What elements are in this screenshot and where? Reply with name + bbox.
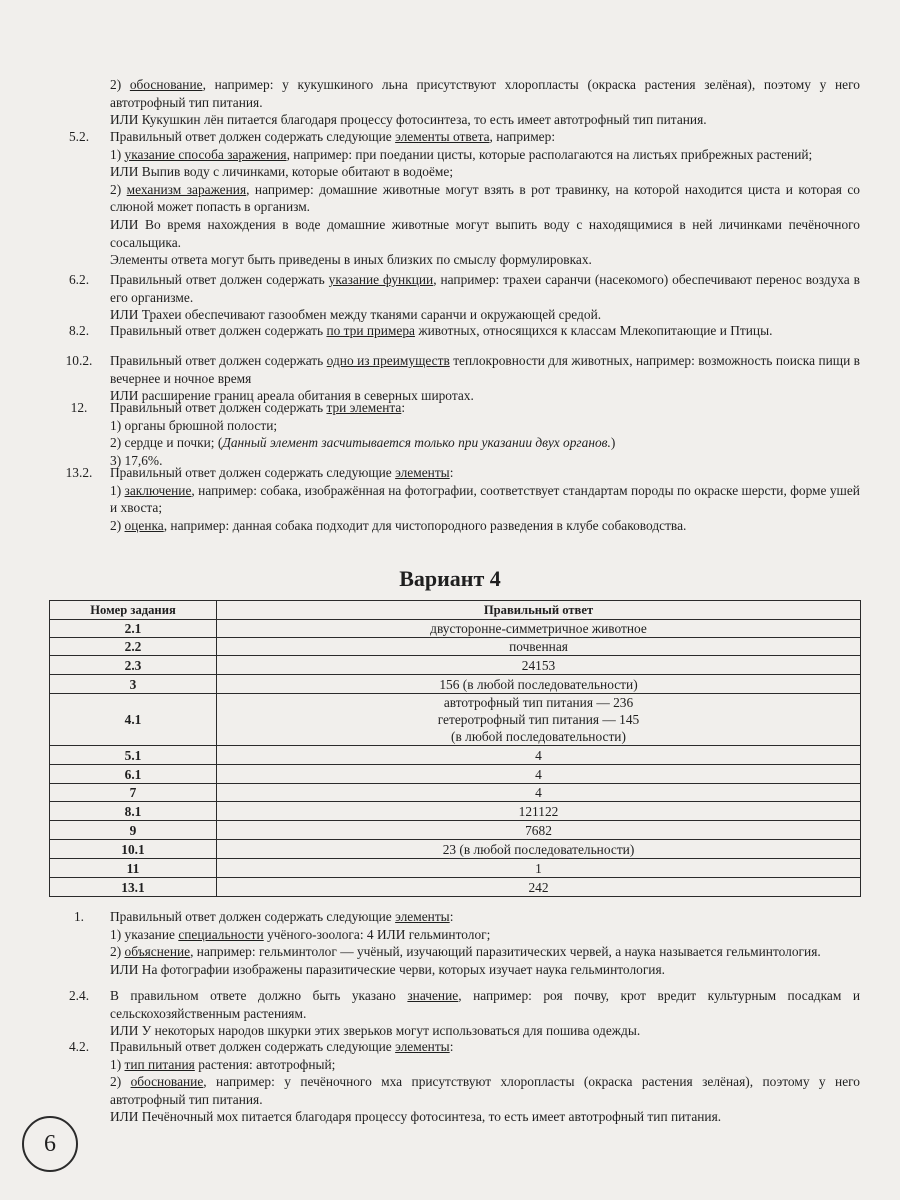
answer-entry — [50, 1038, 860, 1126]
answer-line — [110, 434, 860, 452]
answer-text: (в любой последовательности) — [451, 729, 626, 744]
underlined-term: по три примера — [326, 323, 415, 338]
text-run: : — [449, 465, 454, 480]
text-run: 1) — [110, 482, 125, 498]
table-row — [50, 675, 861, 694]
answer-text: 24153 — [521, 657, 556, 673]
text-run: животных, относящихся к классам Млекопитающие и Птицы. — [414, 323, 773, 338]
text-run: ИЛИ Кукушкин лён питается благодаря процессу фотосинтеза, то есть имеет автотрофный тип питания. — [110, 112, 707, 128]
answer-cell — [217, 859, 861, 878]
text-run: Правильный ответ должен содержать следующие — [110, 129, 396, 144]
table-row — [50, 656, 861, 675]
table-row — [50, 784, 861, 802]
answer-text: 7682 — [525, 822, 552, 838]
answer-line — [110, 943, 860, 961]
variant-heading: Вариант 4 — [399, 566, 501, 591]
answer-line — [110, 111, 860, 129]
underlined-term: элементы — [395, 465, 450, 480]
task-number: 8.2. — [68, 323, 90, 338]
task-number: 6.2. — [68, 272, 90, 287]
underlined-term: указание способа заражения — [124, 146, 287, 162]
task-number-cell: 11 — [50, 859, 217, 878]
answer-text: почвенная — [509, 639, 568, 654]
task-number: 4.2. — [68, 1039, 90, 1054]
answer-text: гетеротрофный тип питания — 145 — [437, 712, 640, 727]
answer-entry — [50, 908, 860, 978]
text-run: ИЛИ Печёночный мох питается благодаря процессу фотосинтеза, то есть имеет автотрофный тип питания. — [110, 1109, 722, 1125]
answer-entry — [50, 987, 860, 1040]
text-run: 2) — [110, 1074, 131, 1090]
answer-line — [110, 146, 860, 164]
answer-line — [110, 1073, 860, 1108]
text-run: : — [449, 909, 454, 924]
text-run: 2) — [110, 517, 125, 533]
answer-line — [110, 128, 860, 146]
task-number: 13.2. — [65, 465, 93, 480]
table-row — [50, 859, 861, 878]
text-run: , например: гельминтолог — учёный, изучающий паразитических червей, а наука называется гельминтология. — [190, 944, 821, 960]
answer-text: 23 (в любой последовательности) — [442, 841, 635, 857]
answer-cell — [217, 638, 861, 656]
answer-text: 4 — [535, 747, 542, 763]
underlined-term: элементы — [395, 909, 450, 924]
task-number: 5.2. — [68, 129, 90, 144]
task-number: 2.4. — [68, 988, 90, 1003]
underlined-term: оценка — [124, 517, 164, 533]
answer-entry — [50, 128, 860, 269]
text-run: Правильный ответ должен содержать — [110, 272, 329, 287]
task-number-cell: 3 — [50, 675, 217, 694]
text-run: 2) — [110, 77, 130, 92]
task-number-cell: 9 — [50, 821, 217, 840]
text-run: 3) 17,6%. — [110, 452, 163, 468]
table-row — [50, 620, 861, 638]
text-run: Правильный ответ должен содержать — [110, 353, 327, 368]
text-run: ИЛИ Во время нахождения в воде домашние животные могут выпить воду с находящимися в ней личинками печёночного сосальщика. — [110, 216, 860, 250]
text-run: , например: — [489, 129, 556, 144]
answer-text: 242 — [528, 879, 549, 895]
task-number-cell: 2.2 — [50, 638, 217, 656]
underlined-term: специальности — [178, 926, 264, 942]
text-run: Правильный ответ должен содержать следующие — [110, 465, 396, 480]
answers-table — [49, 600, 861, 897]
text-run: ИЛИ Выпив воду с личинками, которые обитают в водоёме; — [110, 164, 454, 180]
answer-line — [110, 322, 860, 340]
text-run: ИЛИ расширение границ ареала обитания в северных широтах. — [110, 388, 474, 404]
answer-text: автотрофный тип питания — 236 — [443, 695, 634, 710]
answer-line — [110, 399, 860, 417]
task-number: 1. — [73, 909, 85, 924]
header-correct-answer: Правильный ответ — [217, 601, 861, 620]
answer-line — [110, 1108, 860, 1126]
table-row — [50, 694, 861, 746]
page-number: 6 — [22, 1116, 78, 1172]
text-run: Правильный ответ должен содержать — [110, 400, 327, 415]
task-number-cell: 13.1 — [50, 878, 217, 897]
answer-text: 156 (в любой последовательности) — [439, 676, 638, 692]
table-row — [50, 821, 861, 840]
answer-line — [110, 417, 860, 435]
table-row — [50, 746, 861, 765]
task-number-cell: 7 — [50, 784, 217, 802]
answer-line — [110, 908, 860, 926]
answer-cell — [217, 821, 861, 840]
underlined-term: обоснование — [130, 1074, 204, 1090]
answer-text: 4 — [535, 766, 542, 782]
answer-line — [110, 181, 860, 216]
text-run: Правильный ответ должен содержать следующие — [110, 1039, 396, 1054]
text-run: , например: у печёночного мха присутствуют хлоропласты (окраска растения зелёная), поэтому у него автотрофный тип питания. — [110, 1074, 860, 1107]
answer-cell — [217, 620, 861, 638]
answer-line — [110, 987, 860, 1022]
underlined-term: указание функции — [328, 272, 434, 287]
answer-cell — [217, 840, 861, 859]
answer-entry — [50, 322, 860, 340]
answer-entry — [50, 464, 860, 534]
text-run: 1) — [110, 146, 125, 162]
answer-entry — [50, 399, 860, 469]
answer-cell — [217, 656, 861, 675]
text-run: 1) органы брюшной полости; — [110, 417, 278, 433]
underlined-term: объяснение — [124, 944, 191, 960]
answer-cell — [217, 802, 861, 821]
text-run: 1) — [110, 1056, 125, 1072]
task-number-cell: 10.1 — [50, 840, 217, 859]
task-number-cell: 6.1 — [50, 765, 217, 784]
underlined-term: заключение — [124, 482, 192, 498]
table-row — [50, 802, 861, 821]
text-run: ИЛИ На фотографии изображены паразитические черви, которых изучает наука гельминтология. — [110, 961, 665, 977]
answer-line — [110, 517, 860, 535]
answer-line — [110, 482, 860, 517]
text-run: 1) указание — [110, 926, 179, 942]
answer-text: 4 — [535, 785, 542, 800]
text-run: Правильный ответ должен содержать — [110, 323, 327, 338]
text-run: Правильный ответ должен содержать следующие — [110, 909, 396, 924]
answer-cell — [217, 878, 861, 897]
answer-cell — [217, 765, 861, 784]
table-header-row — [50, 601, 861, 620]
text-run: теплокровности для животных, например: возможность поиска пищи в вечернее и ночное время — [110, 353, 860, 386]
task-number-cell: 2.3 — [50, 656, 217, 675]
underlined-term: механизм заражения — [126, 181, 247, 197]
task-number: 10.2. — [65, 353, 93, 368]
answer-cell — [217, 784, 861, 802]
table-row — [50, 878, 861, 897]
text-run: : — [449, 1039, 454, 1054]
text-run: 2) сердце и почки; ( — [110, 435, 223, 451]
underlined-term: тип питания — [124, 1056, 195, 1072]
answer-line — [110, 961, 860, 979]
answer-line — [110, 251, 860, 269]
text-run: , например: домашние животные могут взять в рот травинку, на которой находится циста и которая со слюной может попасть в организм. — [110, 181, 860, 215]
text-run: ИЛИ Трахеи обеспечивают газообмен между тканями саранчи и окружающей средой. — [110, 307, 602, 323]
answer-line — [110, 1056, 860, 1074]
header-task-number: Номер задания — [50, 601, 217, 620]
answer-cell — [217, 675, 861, 694]
text-run: : — [401, 400, 406, 415]
text-run: , например: при поедании цисты, которые располагаются на листьях прибрежных растений; — [286, 146, 813, 162]
answer-line — [110, 464, 860, 482]
text-run: 2) — [110, 181, 127, 197]
underlined-term: одно из преимуществ — [326, 353, 450, 368]
text-run: В правильном ответе должно быть указано — [110, 988, 408, 1003]
underlined-term: значение — [407, 988, 459, 1003]
task-number-cell: 4.1 — [50, 694, 217, 746]
text-run: , например: роя почву, крот вредит культурным посадкам и сельскохозяйственным растениям. — [110, 988, 861, 1021]
text-run: , например: трахеи саранчи (насекомого) обеспечивают перенос воздуха в его организме. — [110, 272, 860, 305]
answer-cell — [217, 746, 861, 765]
table-row — [50, 840, 861, 859]
table-row — [50, 638, 861, 656]
text-run: растения: автотрофный; — [194, 1056, 336, 1072]
text-run: Элементы ответа могут быть приведены в иных близких по смыслу формулировках. — [110, 252, 592, 268]
answer-text: 121122 — [518, 803, 559, 819]
task-number: 12. — [70, 400, 88, 415]
text-run: учёного-зоолога: 4 ИЛИ гельминтолог; — [263, 926, 491, 942]
answer-entry — [50, 352, 860, 405]
text-run: , например: данная собака подходит для чистопородного разведения в клубе собаководства. — [163, 517, 687, 533]
underlined-term: элементы ответа — [395, 129, 490, 144]
text-run: ) — [610, 435, 616, 451]
underlined-term: элементы — [395, 1039, 450, 1054]
answer-line — [110, 163, 860, 181]
table-row — [50, 765, 861, 784]
underlined-term: три элемента — [326, 400, 402, 415]
answer-text: двусторонне-симметричное животное — [430, 621, 647, 636]
answer-line — [110, 76, 860, 111]
task-number-cell: 8.1 — [50, 802, 217, 821]
text-run: ИЛИ У некоторых народов шкурки этих зверьков могут использоваться для пошива одежды. — [110, 1023, 641, 1039]
answer-text: 1 — [535, 860, 542, 876]
answer-line — [110, 1038, 860, 1056]
underlined-term: обоснование — [129, 77, 203, 92]
answer-line — [110, 271, 860, 306]
answer-line — [110, 216, 860, 251]
answer-cell — [217, 694, 861, 746]
text-run: , например: собака, изображённая на фотографии, соответствует стандартам породы по окраске шерсти, форме ушей и хвоста; — [110, 482, 860, 516]
answer-line — [110, 352, 860, 387]
task-number-cell: 5.1 — [50, 746, 217, 765]
text-run: , например: у кукушкиного льна присутствуют хлоропласты (окраска растения зелёная), поэтому у него автотрофный тип питания. — [110, 77, 860, 110]
answer-line — [110, 926, 860, 944]
answer-entry — [50, 76, 860, 129]
text-run: Данный элемент засчитывается только при указании двух органов. — [222, 435, 611, 451]
answer-entry — [50, 271, 860, 324]
text-run: 2) — [110, 944, 125, 960]
task-number-cell: 2.1 — [50, 620, 217, 638]
